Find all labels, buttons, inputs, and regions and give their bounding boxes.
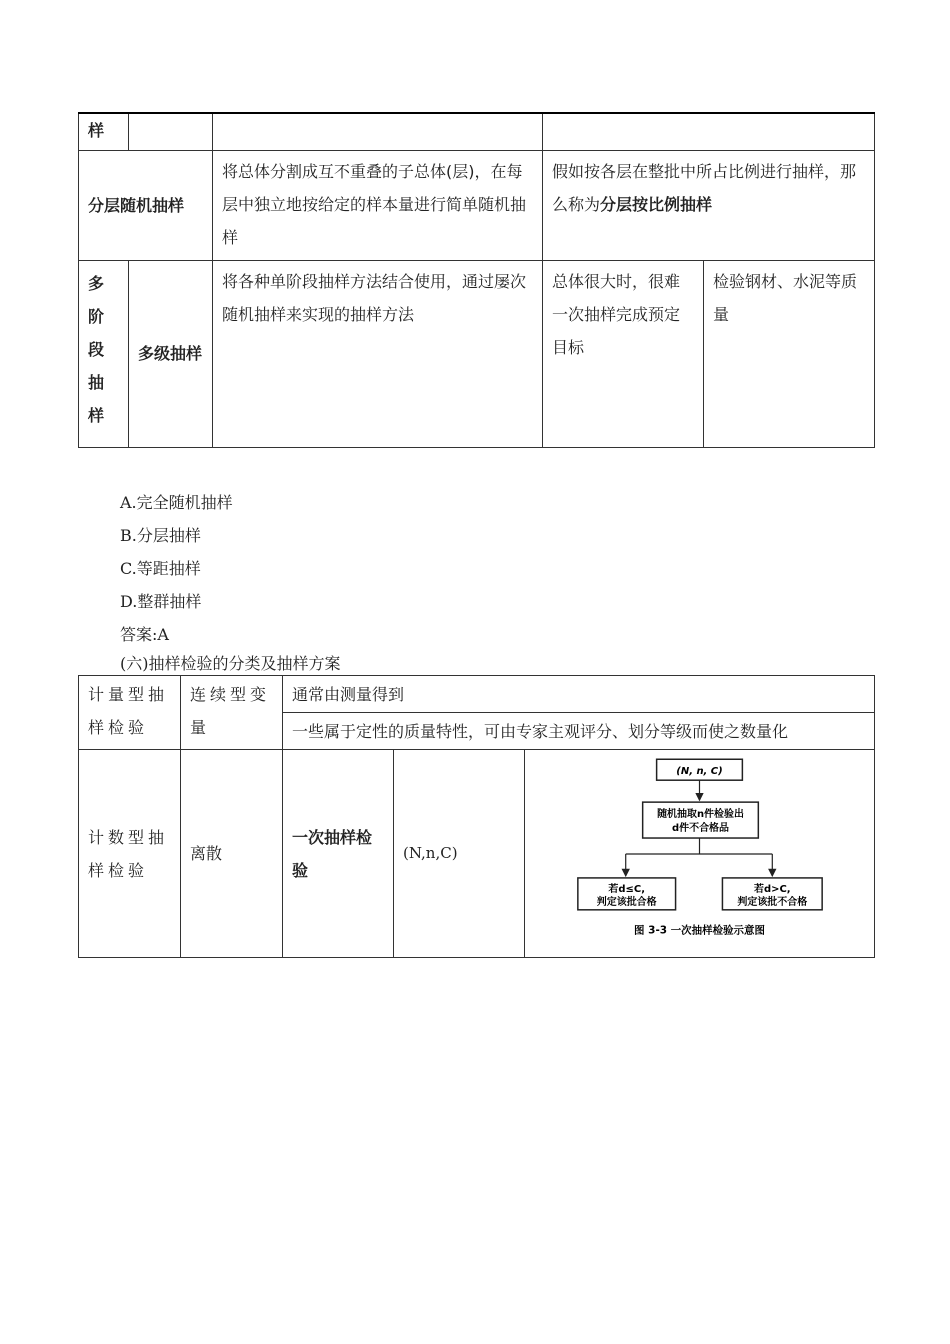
table-cell: (N,n,C) bbox=[394, 750, 525, 958]
flow-text: (N, n, C) bbox=[676, 766, 723, 778]
sampling-flowchart bbox=[525, 750, 874, 946]
flow-text: 判定该批合格 bbox=[596, 896, 657, 908]
table-cell: 将各种单阶段抽样方法结合使用，通过屡次随机抽样来实现的抽样方法 bbox=[213, 260, 543, 447]
table-cell: 多级抽样 bbox=[129, 260, 213, 447]
option-a: A.完全随机抽样 bbox=[120, 493, 233, 512]
vertical-char: 段 bbox=[88, 339, 105, 359]
vertical-char: 抽 bbox=[88, 372, 105, 392]
table-cell: 样 bbox=[79, 113, 129, 150]
figure-cell bbox=[525, 750, 875, 958]
table-cell bbox=[543, 113, 875, 150]
table-cell: 计量型抽样检验 bbox=[79, 676, 181, 750]
flow-text: 随机抽取n件检验出 bbox=[657, 809, 744, 821]
answer-options bbox=[120, 486, 233, 651]
inspection-types-table bbox=[78, 675, 875, 958]
table-cell: 通常由测量得到 bbox=[283, 676, 875, 713]
flow-text: 判定该批不合格 bbox=[737, 896, 808, 908]
table-cell bbox=[543, 150, 875, 260]
vertical-char: 样 bbox=[88, 405, 105, 425]
flow-text: 若d>C, bbox=[754, 883, 791, 895]
table-cell: 一些属于定性的质量特性，可由专家主观评分、划分等级而使之数量化 bbox=[283, 713, 875, 750]
table-row bbox=[79, 260, 875, 447]
table-cell: 离散 bbox=[181, 750, 283, 958]
vertical-char: 阶 bbox=[88, 306, 105, 326]
vertical-char: 多 bbox=[88, 273, 105, 293]
table-row bbox=[79, 676, 875, 713]
section-title: (六)抽样检验的分类及抽样方案 bbox=[120, 654, 341, 673]
answer-text: 答案:A bbox=[120, 625, 169, 644]
note-text: 假如按各层在整批中所占比例进行抽样，那么称为 bbox=[552, 161, 857, 214]
table-row bbox=[79, 750, 875, 958]
table-cell: 一次抽样检验 bbox=[283, 750, 394, 958]
table-cell: 将总体分割成互不重叠的子总体(层)，在每层中独立地按给定的样本量进行简单随机抽样 bbox=[213, 150, 543, 260]
table-cell bbox=[79, 260, 129, 447]
note-bold-text: 分层按比例抽样 bbox=[600, 194, 713, 214]
table-cell: 连续型变量 bbox=[181, 676, 283, 750]
option-d: D.整群抽样 bbox=[120, 592, 202, 611]
table-cell: 总体很大时，很难一次抽样完成预定目标 bbox=[543, 260, 704, 447]
table-cell: 检验钢材、水泥等质量 bbox=[704, 260, 875, 447]
table-row bbox=[79, 150, 875, 260]
figure-caption: 图 3-3 一次抽样检验示意图 bbox=[634, 924, 765, 937]
option-c: C.等距抽样 bbox=[120, 559, 201, 578]
table-cell: 计数型抽样检验 bbox=[79, 750, 181, 958]
sampling-methods-table bbox=[78, 112, 875, 448]
flow-text: d件不合格品 bbox=[672, 823, 729, 835]
table-cell bbox=[213, 113, 543, 150]
table-cell bbox=[129, 113, 213, 150]
flow-text: 若d≤C, bbox=[608, 883, 645, 895]
table-row bbox=[79, 113, 875, 150]
option-b: B.分层抽样 bbox=[120, 526, 201, 545]
table-cell: 分层随机抽样 bbox=[79, 150, 213, 260]
